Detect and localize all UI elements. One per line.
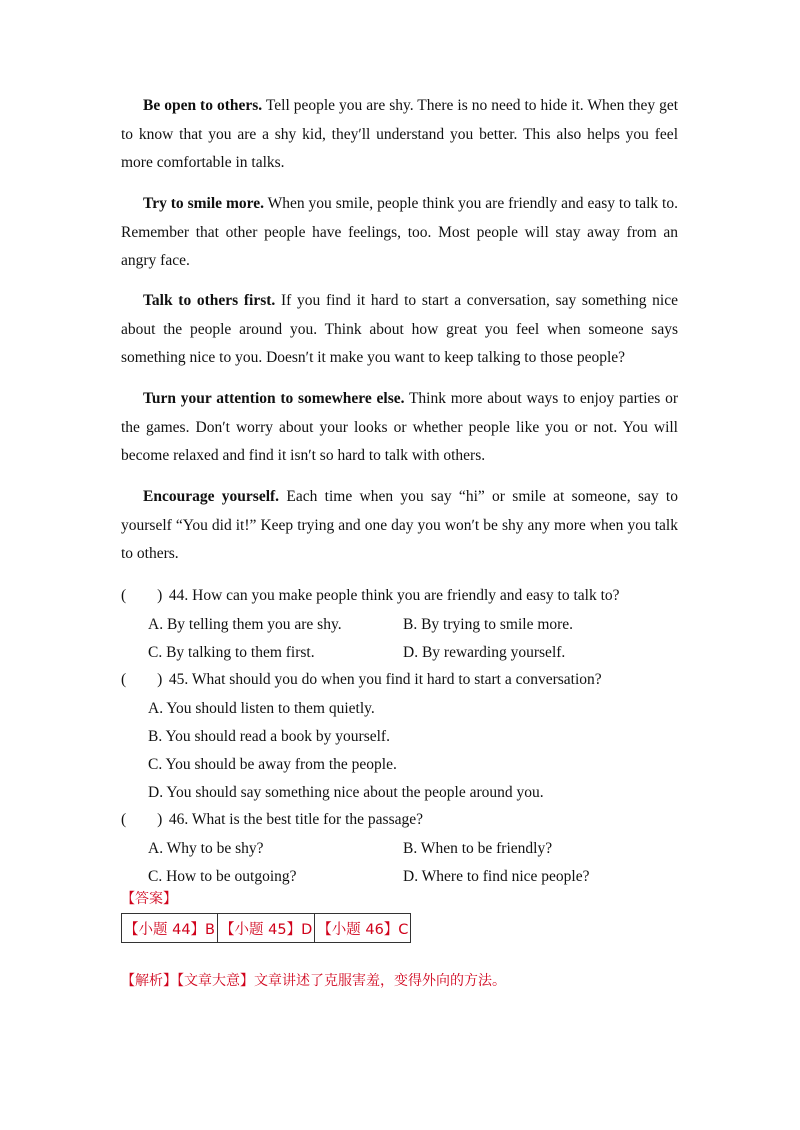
paragraph-be-open <box>121 92 678 178</box>
paragraph-body: Think more about ways to enjoy parties or the games. Donʹt worry about your looks or whether people like you or not. You will become relaxed and find it isnʹt so hard to talk with others. <box>121 390 678 464</box>
question-44 <box>121 582 681 610</box>
answer-row <box>122 914 411 943</box>
answer-cell-45: 【小题 45】D <box>218 914 315 943</box>
option-c: C. How to be outgoing? <box>148 868 297 885</box>
paragraph-smile <box>121 190 678 276</box>
answer-blank[interactable]: ( ) <box>121 671 163 688</box>
option-d: D. By rewarding yourself. <box>403 644 566 661</box>
paragraph-heading: Try to smile more. <box>143 195 264 212</box>
question-number: 45. <box>168 671 189 688</box>
question-number: 44. <box>168 587 189 604</box>
option-b: B. When to be friendly? <box>403 840 553 857</box>
analysis-text: 【解析】【文章大意】文章讲述了克服害羞，变得外向的方法。 <box>121 973 506 989</box>
option-d: D. Where to find nice people? <box>403 868 590 885</box>
paragraph-talk-first <box>121 287 678 373</box>
answer-cell-44: 【小题 44】B <box>122 914 218 943</box>
option-a: A. By telling them you are shy. <box>148 616 342 633</box>
option-d: D. You should say something nice about the people around you. <box>148 784 544 801</box>
option-a: A. You should listen to them quietly. <box>148 700 375 717</box>
option-c: C. You should be away from the people. <box>148 756 397 773</box>
answer-cell-46: 【小题 46】C <box>315 914 411 943</box>
question-number: 46. <box>168 811 189 828</box>
question-text: What is the best title for the passage? <box>191 811 423 828</box>
option-b: B. By trying to smile more. <box>403 616 574 633</box>
paragraph-body: Tell people you are shy. There is no need to hide it. When they get to know that you are a shy kid, theyʹll understand you better. This also helps you feel more comfortable in talks. <box>121 97 678 171</box>
paragraph-body: If you find it hard to start a conversation, say something nice about the people around you. Think about how great you feel when someone says something nice to you. Doesnʹt it make you want to keep talking to those people? <box>121 292 678 366</box>
question-text: What should you do when you find it hard to start a conversation? <box>191 671 602 688</box>
paragraph-heading: Turn your attention to somewhere else. <box>143 390 405 407</box>
option-a: A. Why to be shy? <box>148 840 264 857</box>
question-text: How can you make people think you are friendly and easy to talk to? <box>192 587 620 604</box>
paragraph-heading: Encourage yourself. <box>143 488 280 505</box>
paragraph-body: When you smile, people think you are friendly and easy to talk to. Remember that other people have feelings, too. Most people will stay away from an angry face. <box>121 195 678 269</box>
answer-blank[interactable]: ( ) <box>121 587 163 604</box>
question-45 <box>121 666 681 694</box>
paragraph-encourage <box>121 483 678 569</box>
option-c: C. By talking to them first. <box>148 644 315 661</box>
paragraph-heading: Be open to others. <box>143 97 263 114</box>
answer-label: 【答案】 <box>121 891 177 907</box>
question-46 <box>121 806 681 834</box>
option-b: B. You should read a book by yourself. <box>148 728 390 745</box>
paragraph-heading: Talk to others first. <box>143 292 276 309</box>
paragraph-attention <box>121 385 678 471</box>
answer-blank[interactable]: ( ) <box>121 811 163 828</box>
paragraph-body: Each time when you say “hi” or smile at someone, say to yourself “You did it!” Keep trying and one day you wonʹt be shy any more when you talk to others. <box>121 488 678 562</box>
answer-table <box>121 913 411 943</box>
